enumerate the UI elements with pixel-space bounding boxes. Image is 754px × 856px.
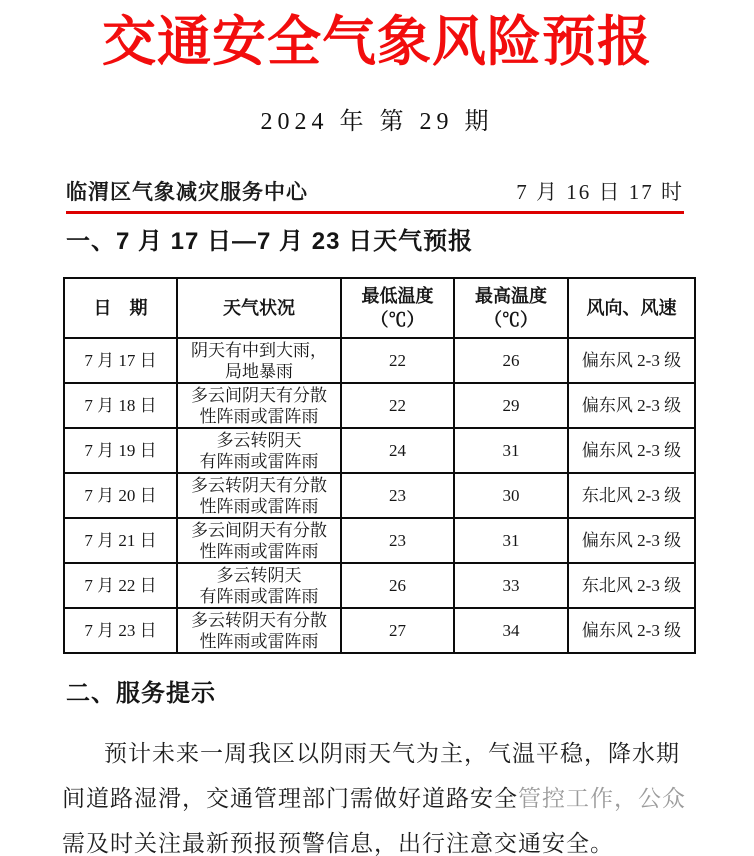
date-cell: 7 月 18 日 <box>64 383 177 428</box>
max-temp-cell: 34 <box>454 608 568 653</box>
weather-cell <box>177 608 341 653</box>
max-temp-cell: 31 <box>454 428 568 473</box>
table-row <box>64 428 695 473</box>
issue-number: 2024 年 第 29 期 <box>260 109 494 135</box>
min-temp-unit: （℃） <box>370 310 425 330</box>
wind-cell: 东北风 2-3 级 <box>568 473 695 518</box>
tips-line-3: 需及时关注最新预报预警信息，出行注意交通安全。 <box>62 831 614 856</box>
tips-line-2 <box>62 776 690 821</box>
weather-cell <box>177 428 341 473</box>
max-temp-label: 最高温度 <box>475 286 547 306</box>
wind-cell: 偏东风 2-3 级 <box>568 608 695 653</box>
date-cell: 7 月 21 日 <box>64 518 177 563</box>
max-temp-cell: 26 <box>454 338 568 383</box>
issuing-org: 临渭区气象减灾服务中心 <box>66 180 308 204</box>
weather-line: 有阵雨或雷阵雨 <box>199 586 319 606</box>
date-cell: 7 月 17 日 <box>64 338 177 383</box>
min-temp-cell: 26 <box>341 563 454 608</box>
col-header-wind: 风向、风速 <box>568 278 695 338</box>
weather-cell <box>177 518 341 563</box>
max-temp-unit: （℃） <box>484 310 538 330</box>
weather-line: 性阵雨或雷阵雨 <box>199 541 319 561</box>
weather-cell <box>177 383 341 428</box>
weather-line: 阴天有中到大雨， <box>191 340 327 360</box>
max-temp-cell: 31 <box>454 518 568 563</box>
table-row <box>64 518 695 563</box>
wind-cell: 偏东风 2-3 级 <box>568 338 695 383</box>
min-temp-cell: 22 <box>341 338 454 383</box>
min-temp-cell: 23 <box>341 473 454 518</box>
date-cell: 7 月 22 日 <box>64 563 177 608</box>
section2-heading: 二、服务提示 <box>66 680 216 707</box>
min-temp-cell: 23 <box>341 518 454 563</box>
masthead <box>66 179 684 214</box>
weather-line: 性阵雨或雷阵雨 <box>199 496 319 516</box>
document-title: 交通安全气象风险预报 <box>102 12 652 72</box>
weather-line: 多云转阴天 <box>216 565 302 585</box>
min-temp-cell: 27 <box>341 608 454 653</box>
weather-cell <box>177 473 341 518</box>
weather-forecast-table <box>63 277 696 654</box>
issue-datetime: 7 月 16 日 17 时 <box>516 180 684 204</box>
date-cell: 7 月 23 日 <box>64 608 177 653</box>
tips-line-2-main: 间道路湿滑，交通管理部门需做好道路安全 <box>62 786 518 811</box>
service-tips-paragraph <box>62 731 690 856</box>
table-row <box>64 473 695 518</box>
weather-line: 性阵雨或雷阵雨 <box>199 631 319 651</box>
wind-cell: 偏东风 2-3 级 <box>568 428 695 473</box>
col-header-date: 日 期 <box>64 278 177 338</box>
min-temp-cell: 22 <box>341 383 454 428</box>
weather-cell <box>177 338 341 383</box>
weather-line: 多云转阴天 <box>216 430 302 450</box>
date-cell: 7 月 19 日 <box>64 428 177 473</box>
table-row <box>64 338 695 383</box>
table-row <box>64 608 695 653</box>
max-temp-cell: 29 <box>454 383 568 428</box>
weather-line: 多云间阴天有分散 <box>191 520 327 540</box>
col-header-weather: 天气状况 <box>177 278 341 338</box>
section1-heading: 一、7 月 17 日—7 月 23 日天气预报 <box>66 228 474 255</box>
col-header-min-temp <box>341 278 454 338</box>
wind-cell: 东北风 2-3 级 <box>568 563 695 608</box>
weather-line: 局地暴雨 <box>225 361 293 381</box>
col-header-max-temp <box>454 278 568 338</box>
min-temp-label: 最低温度 <box>361 286 434 306</box>
weather-line: 性阵雨或雷阵雨 <box>199 406 319 426</box>
tips-line-2-faded: 管控工作，公众 <box>518 786 686 811</box>
date-cell: 7 月 20 日 <box>64 473 177 518</box>
min-temp-cell: 24 <box>341 428 454 473</box>
weather-line: 多云转阴天有分散 <box>191 475 327 495</box>
weather-cell <box>177 563 341 608</box>
max-temp-cell: 30 <box>454 473 568 518</box>
table-row <box>64 383 695 428</box>
wind-cell: 偏东风 2-3 级 <box>568 383 695 428</box>
weather-line: 有阵雨或雷阵雨 <box>199 451 319 471</box>
weather-line: 多云转阴天有分散 <box>191 610 327 630</box>
tips-line-1: 预计未来一周我区以阴雨天气为主，气温平稳，降水期 <box>104 741 680 766</box>
weather-line: 多云间阴天有分散 <box>191 385 327 405</box>
wind-cell: 偏东风 2-3 级 <box>568 518 695 563</box>
table-header-row <box>64 278 695 338</box>
max-temp-cell: 33 <box>454 563 568 608</box>
table-row <box>64 563 695 608</box>
